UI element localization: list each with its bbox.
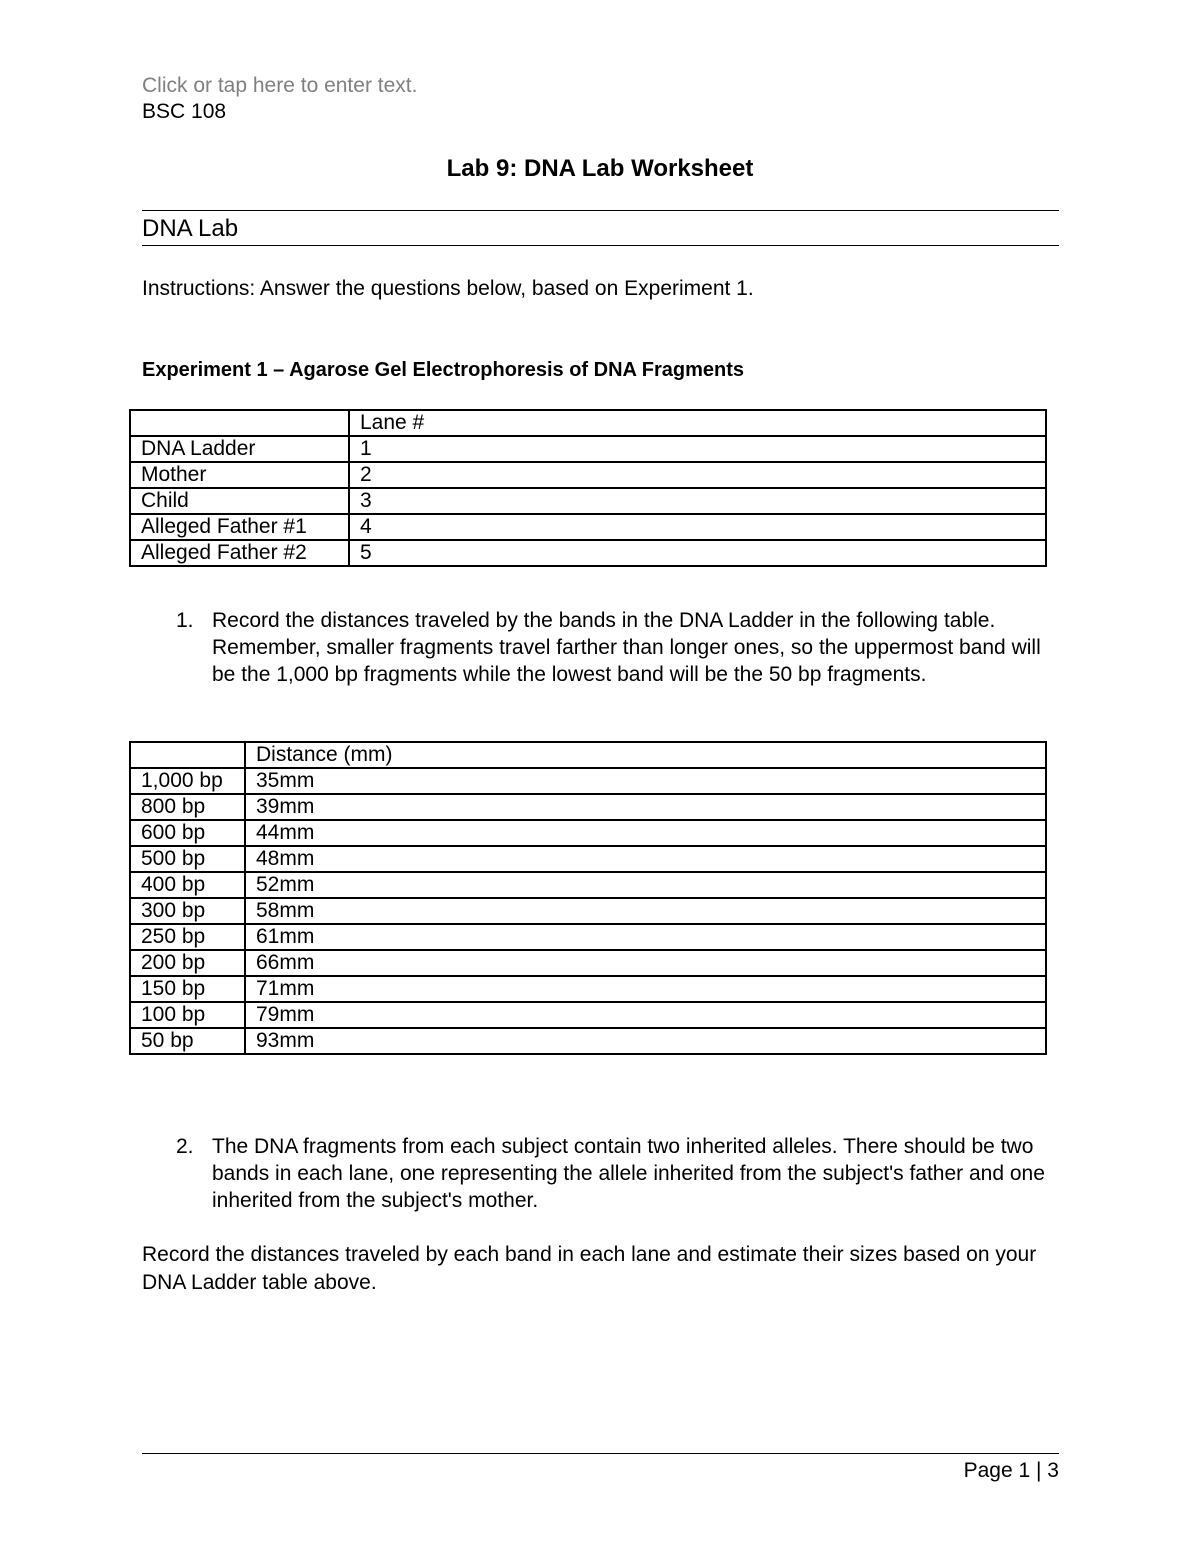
sample-name-cell[interactable]: Alleged Father #1: [130, 514, 349, 540]
table-row: [130, 924, 1046, 950]
table-cell[interactable]: [130, 742, 245, 768]
fragment-size-cell[interactable]: 150 bp: [130, 976, 245, 1002]
table-cell[interactable]: Distance (mm): [245, 742, 1046, 768]
distance-cell[interactable]: 61mm: [245, 924, 1046, 950]
table-row: [130, 846, 1046, 872]
distance-cell[interactable]: 52mm: [245, 872, 1046, 898]
table-row: [130, 950, 1046, 976]
ladder-distance-table: [129, 741, 1047, 1055]
fragment-size-cell[interactable]: 300 bp: [130, 898, 245, 924]
experiment-heading: Experiment 1 – Agarose Gel Electrophoresis of DNA Fragments: [142, 359, 745, 381]
table-row: [130, 436, 1046, 462]
question-2: [176, 1133, 1056, 1214]
distance-cell[interactable]: 93mm: [245, 1028, 1046, 1054]
fragment-size-cell[interactable]: 1,000 bp: [130, 768, 245, 794]
lane-number-cell[interactable]: 4: [349, 514, 1046, 540]
table-row: [130, 488, 1046, 514]
lane-number-cell[interactable]: 2: [349, 462, 1046, 488]
fragment-size-cell[interactable]: 400 bp: [130, 872, 245, 898]
table-row: [130, 1002, 1046, 1028]
footer-rule: [142, 1453, 1059, 1454]
table-row: [130, 462, 1046, 488]
fragment-size-cell[interactable]: 600 bp: [130, 820, 245, 846]
table-row: [130, 514, 1046, 540]
fragment-size-cell[interactable]: 200 bp: [130, 950, 245, 976]
section-heading: DNA Lab: [142, 215, 239, 242]
distance-cell[interactable]: 71mm: [245, 976, 1046, 1002]
section-top-rule: [142, 210, 1059, 211]
fragment-size-cell[interactable]: 100 bp: [130, 1002, 245, 1028]
table-cell[interactable]: Lane #: [349, 410, 1046, 436]
table-row: [130, 1028, 1046, 1054]
lanes-table: [129, 409, 1047, 567]
fragment-size-cell[interactable]: 250 bp: [130, 924, 245, 950]
course-code: BSC 108: [142, 100, 227, 123]
distance-cell[interactable]: 79mm: [245, 1002, 1046, 1028]
sample-name-cell[interactable]: Alleged Father #2: [130, 540, 349, 566]
distance-cell[interactable]: 35mm: [245, 768, 1046, 794]
distance-cell[interactable]: 58mm: [245, 898, 1046, 924]
question-text: The DNA fragments from each subject contain two inherited alleles. There should be two bands in each lane, one representing the allele inherited from the subject's father and one inherited from the subject's mother.: [212, 1135, 1045, 1212]
table-row: [130, 768, 1046, 794]
table-row: [130, 976, 1046, 1002]
sample-name-cell[interactable]: DNA Ladder: [130, 436, 349, 462]
question-1: [176, 607, 1056, 688]
instructions-text: Instructions: Answer the questions below, based on Experiment 1.: [142, 277, 754, 300]
page-title: Lab 9: DNA Lab Worksheet: [446, 155, 754, 182]
table-row: [130, 820, 1046, 846]
sample-name-cell[interactable]: Child: [130, 488, 349, 514]
lane-number-cell[interactable]: 3: [349, 488, 1046, 514]
section-bottom-rule: [142, 245, 1059, 246]
table-row: [130, 898, 1046, 924]
table-row: [130, 540, 1046, 566]
table-row: [130, 794, 1046, 820]
table-header-row: [130, 742, 1046, 768]
name-content-control[interactable]: Click or tap here to enter text.: [142, 74, 418, 97]
fragment-size-cell[interactable]: 800 bp: [130, 794, 245, 820]
lane-number-cell[interactable]: 5: [349, 540, 1046, 566]
page-number: Page 1 | 3: [963, 1459, 1059, 1482]
table-cell[interactable]: [130, 410, 349, 436]
instruction-paragraph: Record the distances traveled by each band in each lane and estimate their sizes based on your DNA Ladder table above.: [142, 1243, 1037, 1294]
table-row: [130, 872, 1046, 898]
fragment-size-cell[interactable]: 50 bp: [130, 1028, 245, 1054]
distance-cell[interactable]: 39mm: [245, 794, 1046, 820]
question-number: 1.: [176, 609, 194, 632]
sample-name-cell[interactable]: Mother: [130, 462, 349, 488]
lane-number-cell[interactable]: 1: [349, 436, 1046, 462]
question-text: Record the distances traveled by the bands in the DNA Ladder in the following table. Remember, smaller fragments travel farther than longer ones, so the uppermost band will be the 1,000 bp fragments while the lowest band will be the 50 bp fragments.: [212, 609, 1041, 686]
distance-cell[interactable]: 66mm: [245, 950, 1046, 976]
table-header-row: [130, 410, 1046, 436]
distance-cell[interactable]: 48mm: [245, 846, 1046, 872]
distance-cell[interactable]: 44mm: [245, 820, 1046, 846]
question-number: 2.: [176, 1135, 194, 1158]
fragment-size-cell[interactable]: 500 bp: [130, 846, 245, 872]
